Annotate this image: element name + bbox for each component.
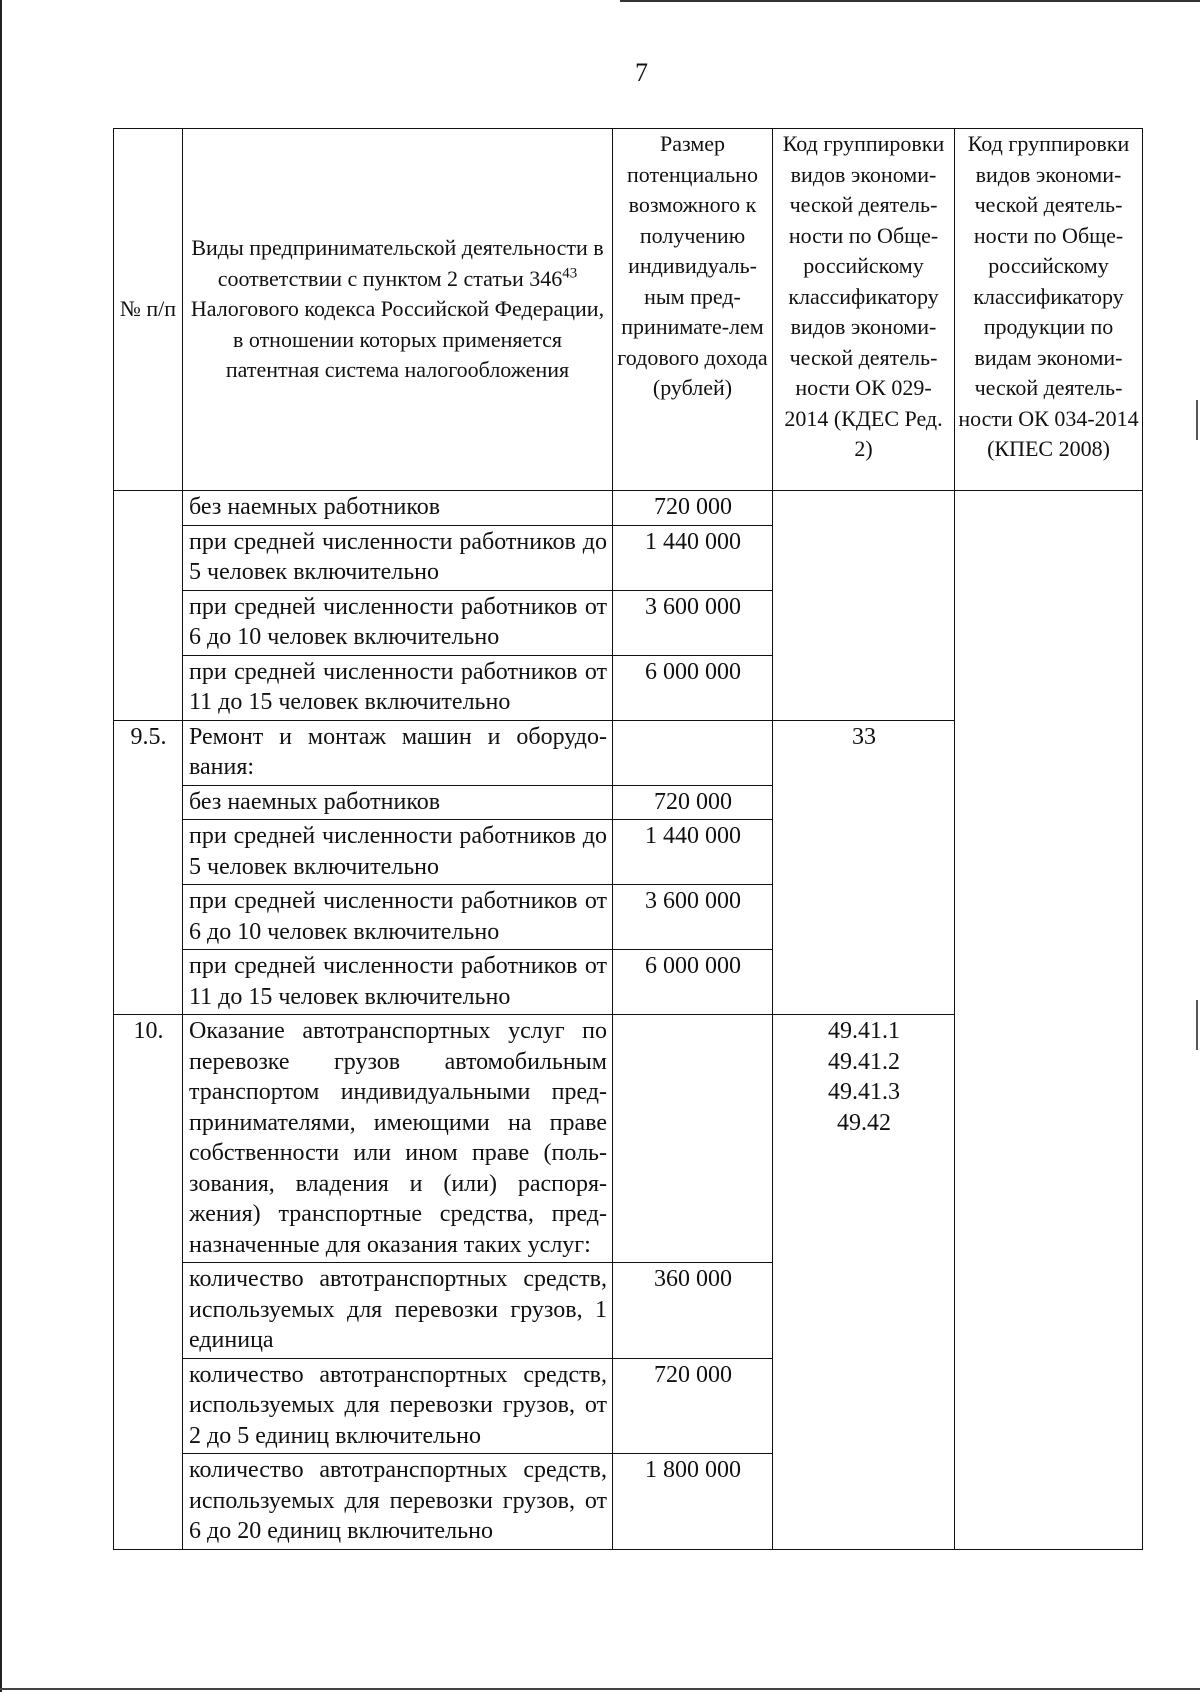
header-activity-text-1: Виды предпринимательской деятельности в соответствии с пунктом 2 статьи 346	[191, 235, 604, 291]
scan-edge-top	[620, 0, 1200, 2]
header-no: № п/п	[114, 129, 183, 491]
row-code-okved	[773, 491, 955, 721]
header-activity-sup: 43	[562, 265, 578, 282]
scan-edge-mark	[1196, 1000, 1198, 1050]
row-activity-title: Оказание автотранспортных услуг по перевозке грузов автомобильным транспортом индивидуальными пред-принимателями, имеющими на праве собственности или ином праве (поль-зования, владения и (или) распоря-жения) транспортные средства, пред-назначенные для оказания таких услуг:	[183, 1015, 613, 1263]
row-activity: количество автотранспортных средств, используемых для перевозки грузов, от 6 до 20 единиц включительно	[183, 1454, 613, 1550]
row-activity: количество автотранспортных средств, используемых для перевозки грузов, 1 единица	[183, 1263, 613, 1359]
header-income-amount: Размер потенциально возможного к получению индивидуаль-ным пред-принимате-лем годового дохода (рублей)	[613, 129, 773, 491]
row-amount: 6 000 000	[613, 655, 773, 720]
row-activity-title: Ремонт и монтаж машин и оборудо-вания:	[183, 720, 613, 785]
header-activity-text-2: Налогового кодекса Российской Федерации, в отношении которых применяется патентная система налогообложения	[190, 296, 605, 383]
row-amount	[613, 1015, 773, 1263]
row-activity: при средней численности работников до 5 человек включительно	[183, 525, 613, 590]
table-row	[114, 491, 1143, 526]
row-amount: 1 800 000	[613, 1454, 773, 1550]
row-number: 10.	[114, 1015, 183, 1550]
okved-code: 49.41.3	[828, 1079, 900, 1105]
okved-code: 49.41.1	[828, 1018, 900, 1044]
row-amount: 3 600 000	[613, 590, 773, 655]
header-activity-type	[183, 129, 613, 491]
row-activity: при средней численности работников от 11 до 15 человек включительно	[183, 655, 613, 720]
page-number: 7	[635, 58, 648, 87]
row-amount: 720 000	[613, 1358, 773, 1454]
row-activity: при средней численности работников от 6 до 10 человек включительно	[183, 885, 613, 950]
row-number: 9.5.	[114, 720, 183, 1015]
header-code-okpd: Код группировки видов экономи-ческой деятель-ности по Обще-российскому классификатору продукции по видам экономи-ческой деятель-ности ОК 034-2014 (КПЕС 2008)	[955, 129, 1143, 491]
okved-code: 49.42	[837, 1109, 891, 1136]
row-activity: при средней численности работников от 6 до 10 человек включительно	[183, 590, 613, 655]
row-amount: 6 000 000	[613, 950, 773, 1015]
row-code-okved: 33	[773, 720, 955, 1015]
row-amount: 1 440 000	[613, 820, 773, 885]
row-code-okved	[773, 1015, 955, 1550]
activity-table	[113, 128, 1143, 1550]
header-code-okved: Код группировки видов экономи-ческой деятель-ности по Обще-российскому классификатору видов экономи-ческой деятель-ности ОК 029-2014 (КДЕС Ред. 2)	[773, 129, 955, 491]
row-activity: при средней численности работников от 11 до 15 человек включительно	[183, 950, 613, 1015]
scan-edge-bottom	[0, 1688, 1200, 1690]
row-activity: без наемных работников	[183, 785, 613, 820]
row-activity: количество автотранспортных средств, используемых для перевозки грузов, от 2 до 5 единиц включительно	[183, 1358, 613, 1454]
row-code-okpd	[955, 491, 1143, 1550]
row-number	[114, 491, 183, 721]
scan-edge-left	[0, 0, 2, 1692]
row-amount	[613, 720, 773, 785]
row-activity: без наемных работников	[183, 491, 613, 526]
row-amount: 3 600 000	[613, 885, 773, 950]
row-amount: 1 440 000	[613, 525, 773, 590]
row-amount: 720 000	[613, 785, 773, 820]
row-activity: при средней численности работников до 5 человек включительно	[183, 820, 613, 885]
row-amount: 720 000	[613, 491, 773, 526]
table-header-row	[114, 129, 1143, 491]
row-amount: 360 000	[613, 1263, 773, 1359]
scan-edge-mark	[1196, 400, 1198, 440]
okved-code: 49.41.2	[828, 1048, 900, 1075]
